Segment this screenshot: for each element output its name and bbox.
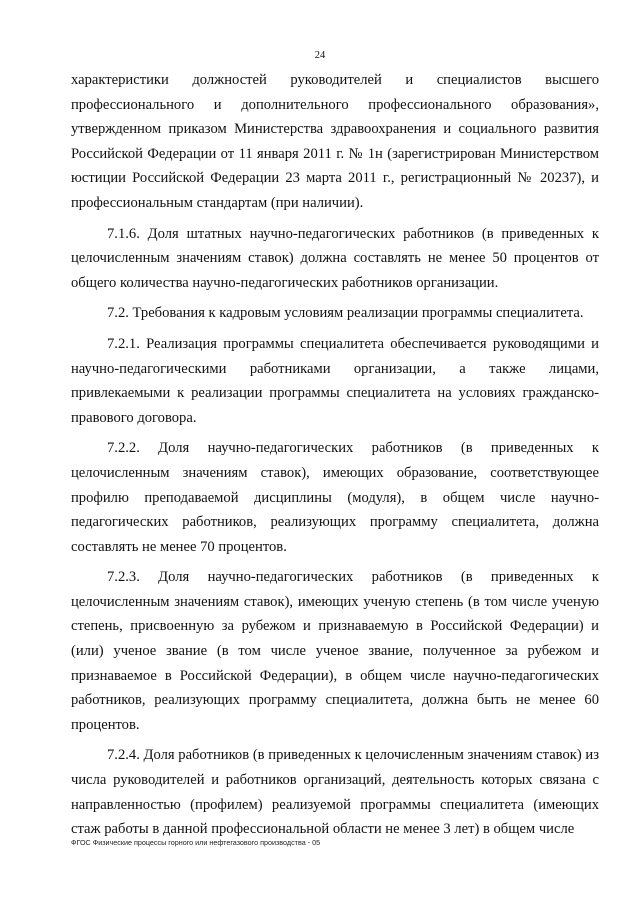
page-footer: ФГОС Физические процессы горного или нефтегазового производства - 05 [71,838,321,847]
page-number: 24 [314,50,326,61]
paragraph-7-2-4: 7.2.4. Доля работников (в приведенных к целочисленным значениям ставок) из числа руководителей и работников организаций, деятельность которых связана с направленностью (профилем) реализуемой программы специалитета (имеющих стаж работы в данной профессиональной области не менее 3 лет) в общем числе [71,747,599,838]
paragraph-7-2-1: 7.2.1. Реализация программы специалитета обеспечивается руководящими и научно-педагогическими работниками организации, а также лицами, привлекаемыми к реализации программы специалитета на условиях гражданско-правового договора. [71,335,599,426]
document-body [71,68,599,848]
paragraph-7-2-3: 7.2.3. Доля научно-педагогических работников (в приведенных к целочисленным значениям ставок), имеющих ученую степень (в том числе ученую степень, присвоенную за рубежом и признаваемую в Российской Федерации) и (или) ученое звание (в том числе ученое звание, полученное за рубежом и признаваемое в Российской Федерации), в общем числе научно-педагогических работников, реализующих программу специалитета, должна быть не менее 60 процентов. [71,569,599,733]
paragraph-7-1-6: 7.1.6. Доля штатных научно-педагогических работников (в приведенных к целочисленным значениям ставок) должна составлять не менее 50 процентов от общего количества научно-педагогических работников организации. [71,225,599,291]
paragraph-7-2-2: 7.2.2. Доля научно-педагогических работников (в приведенных к целочисленным значениям ставок), имеющих образование, соответствующее профилю преподаваемой дисциплины (модуля), в общем числе научно-педагогических работников, реализующих программу специалитета, должна составлять не менее 70 процентов. [71,440,599,555]
paragraph-continued: характеристики должностей руководителей и специалистов высшего профессионального и дополнительного профессионального образования», утвержденном приказом Министерства здравоохранения и социального развития Российской Федерации от 11 января 2011 г. № 1н (зарегистрирован Министерством юстиции Российской Федерации 23 марта 2011 г., регистрационный № 20237), и профессиональным стандартам (при наличии). [71,72,599,211]
paragraph-7-2: 7.2. Требования к кадровым условиям реализации программы специалитета. [107,305,584,322]
